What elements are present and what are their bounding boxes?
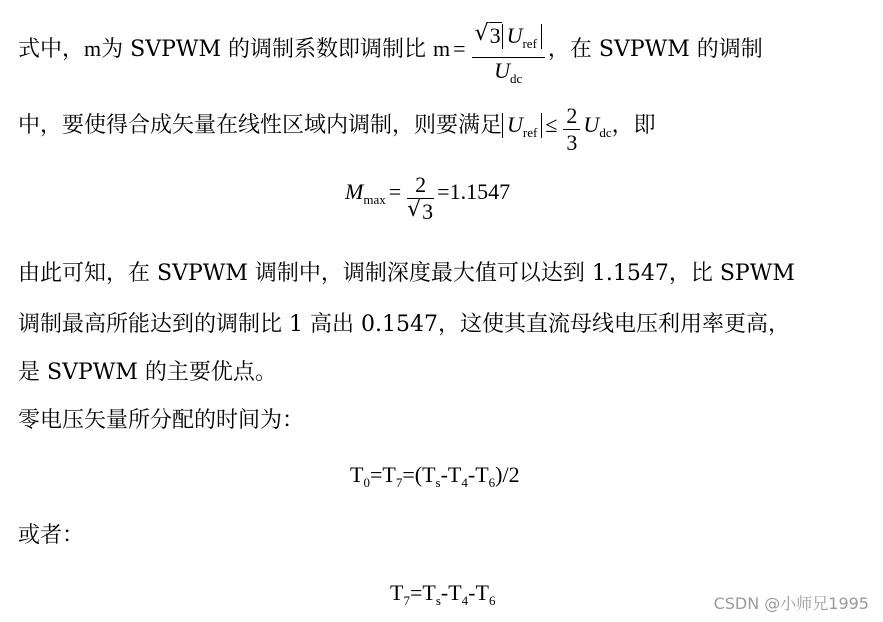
text-segment: 中，要使得合成矢量在线性区域内调制，则要满足 [18,113,503,138]
text-segment: ，在 SVPWM 的调制 [547,37,763,62]
sqrt-symbol: √ 3 [407,199,434,226]
formula-t7: $T_7=T_s-T_4-T_6$ [390,580,496,608]
fraction-two-over-sqrt3: 2 √ 3 [407,172,434,226]
math-equals: = [453,36,466,61]
text-line-1 [18,23,763,92]
paragraph-line-4: 零电压矢量所分配的时间为： [18,408,305,433]
formula-mmax: $M_{max}$ = 2 √ 3 =1.1547 [345,172,510,226]
sqrt-symbol: √ 3 [475,23,502,50]
text-segment: ，即 [611,113,656,138]
text-segment: 式中， [18,37,85,62]
fraction-modulation-ratio: √ $\frac{3 U_{ref}}{U_{dc}}$ [472,23,545,92]
paragraph-line-1: 由此可知，在 SVPWM 调制中，调制深度最大值可以达到 1.1547，比 SPWM [18,261,795,286]
math-m: m [84,36,102,61]
or-text: 或者： [18,523,85,548]
abs-value: $U_{ref}$ [502,24,542,49]
text-line-2: 中，要使得合成矢量在线性区域内调制，则要满足 $U_{ref}$ ≤ $\frac{2}{3}$ $U_{dc}$，即 [18,103,656,155]
text-segment: 为 SVPWM 的调制系数即调制比 [101,37,427,62]
abs-value: $U_{ref}$ [502,113,542,138]
formula-t0: $T_0=T_7=(T_s-T_4-T_6)/2$ [350,462,520,490]
watermark: CSDN @小师兄1995 [713,594,869,613]
paragraph-line-3: 是 SVPWM 的主要优点。 [18,360,277,385]
paragraph-line-2: 调制最高所能达到的调制比 1 高出 0.1547，这使其直流母线电压利用率更高， [18,312,790,337]
math-leq: ≤ [545,112,558,137]
math-m: m [433,36,451,61]
fraction-two-thirds: $\frac{2}{3}$ [563,103,580,156]
